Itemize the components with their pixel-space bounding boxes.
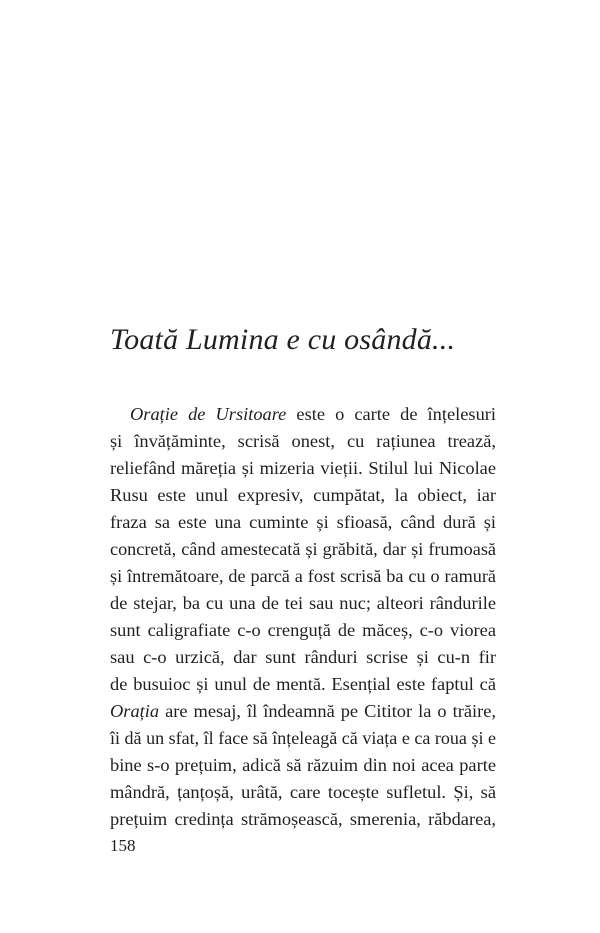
text-line: și învățăminte, scrisă onest, cu rațiunea trează, bbox=[110, 431, 496, 451]
italic-segment: Orația bbox=[110, 701, 160, 721]
text-line: bine s-o prețuim, adică să răzuim din noi acea parte bbox=[110, 755, 496, 775]
text-line: reliefând măreția și mizeria vieții. Stilul lui Nicolae bbox=[110, 458, 496, 478]
line-segment: este o carte de înțelesuri bbox=[286, 404, 496, 424]
text-line: Rusu este unul expresiv, cumpătat, la obiect, iar bbox=[110, 485, 496, 505]
text-line: sunt caligrafiate c-o crenguță de măceș, c-o viorea bbox=[110, 620, 496, 640]
text-line: îi dă un sfat, îl face să înțeleagă că viața e ca roua și e bbox=[110, 728, 496, 748]
chapter-title: Toată Lumina e cu osândă... bbox=[110, 323, 456, 356]
text-line: prețuim credința strămoșească, smerenia, răbdarea, bbox=[110, 809, 496, 829]
text-line: concretă, când amestecată și grăbită, dar și frumoasă bbox=[110, 539, 496, 559]
body-paragraph bbox=[110, 401, 496, 833]
text-line: sau c-o urzică, dar sunt rânduri scrise și cu-n fir bbox=[110, 647, 496, 667]
text-line: și întremătoare, de parcă a fost scrisă ba cu o ramură bbox=[110, 566, 496, 586]
text-line: de stejar, ba cu una de tei sau nuc; alteori rândurile bbox=[110, 593, 496, 613]
page-number: 158 bbox=[110, 836, 136, 855]
text-line: mândră, țanțoșă, urâtă, care tocește sufletul. Și, să bbox=[110, 782, 496, 802]
text-line: de busuioc și unul de mentă. Esențial este faptul că bbox=[110, 674, 496, 694]
text-line: fraza sa este una cuminte și sfioasă, când dură și bbox=[110, 512, 496, 532]
text-line bbox=[110, 401, 496, 428]
text-line bbox=[110, 698, 496, 725]
line-segment: are mesaj, îl îndeamnă pe Cititor la o trăire, bbox=[159, 701, 496, 721]
italic-segment: Orație de Ursitoare bbox=[130, 404, 287, 424]
